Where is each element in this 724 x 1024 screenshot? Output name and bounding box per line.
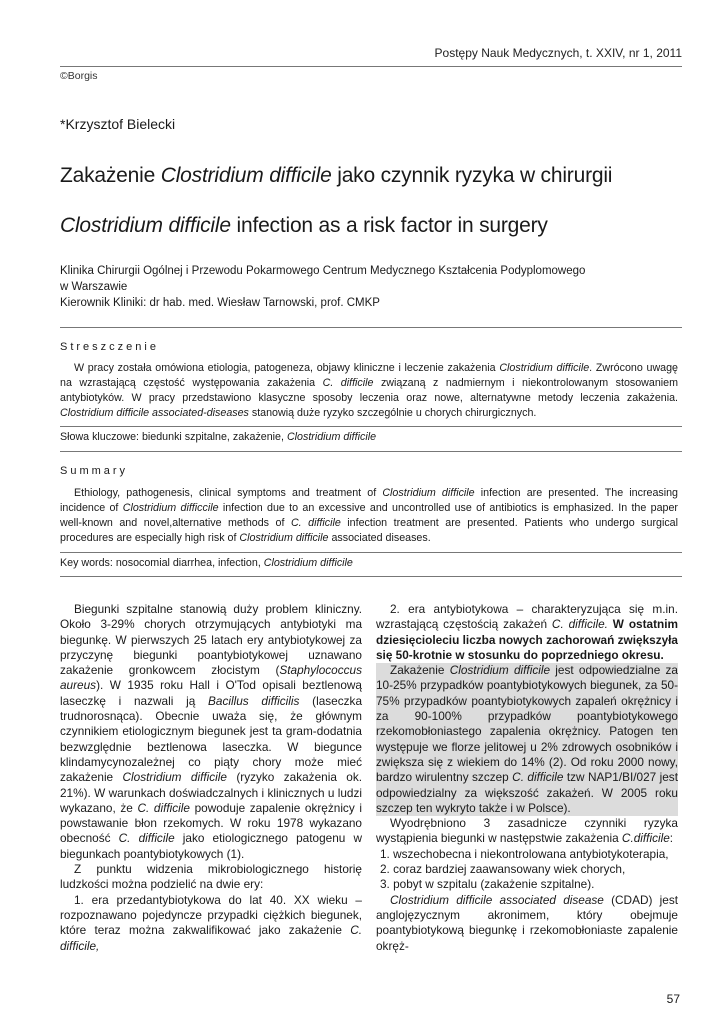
paragraph: Clostridium difficile associated disease (CDAD) jest anglojęzycznym akronimem, który obejmuje poantybiotykową biegunkę i rzekomobłoniaste zapalenie okręż- (376, 892, 678, 953)
title-polish: Zakażenie Clostridium difficile jako czynnik ryzyka w chirurgii (60, 164, 613, 187)
summary-heading: Summary (60, 465, 129, 477)
title-english: Clostridium difficile infection as a risk factor in surgery (60, 214, 548, 237)
paragraph: 2. era antybiotykowa – charakteryzująca się m.in. wzrastającą częstością zakażeń C. difficile. W ostatnim dziesięcioleciu liczba nowych zachorowań zwiększyła się 50-krotnie w stosunku do poprzedniego okresu. (376, 602, 678, 662)
list-item: 1. wszechobecna i niekontrolowana antybiotykoterapia, (380, 846, 669, 861)
paragraph: 1. era przedantybiotykowa do lat 40. XX wieku – rozpoznawano pojedyncze przypadki ciężkich biegunek, które teraz można zakwalifikować jako zakażenie C. difficile, (60, 892, 362, 953)
summary-text: Ethiology, pathogenesis, clinical symptoms and treatment of Clostridium difficile infection are presented. The increasing incidence of Clostridium difficcile infection due to an excessive and uncontrolled use of antibiotics is emphasized. In the paper well-known and novel,alternative methods of C. difficile infection treatment are presented. Patients who undergo surgical procedures are especially high risk of Clostridium difficile associated diseases. (60, 487, 679, 544)
keywords-en-top-rule (60, 552, 682, 553)
abstract-rule (60, 327, 682, 328)
streszczenie-text: W pracy została omówiona etiologia, patogeneza, objawy kliniczne i leczenie zakażenia Clostridium difficile. Zwrócono uwagę na wzrastającą częstość występowania zakażenia C. difficile związaną z nadmiernym i niekontrolowanym stosowaniem antybiotyków. W pracy przedstawiono klasyczne sposoby leczenia oraz nowe, alternatywne metody leczenia zakażenia. Clostridium difficile associated-diseases stanowią duże ryzyko szczególnie u chorych chirurgicznych. (60, 362, 679, 419)
page-number: 57 (666, 992, 680, 1006)
list-item: 2. coraz bardziej zaawansowany wiek chorych, (380, 862, 626, 877)
author: *Krzysztof Bielecki (60, 116, 176, 132)
keywords-pl: Słowa kluczowe: biedunki szpitalne, zakażenie, Clostridium difficile (60, 431, 377, 443)
paragraph: Wyodrębniono 3 zasadnicze czynniki ryzyka wystąpienia biegunki w następstwie zakażenia C.difficile: (376, 816, 678, 846)
list-item: 3. pobyt w szpitalu (zakażenie szpitalne). (380, 877, 595, 892)
streszczenie-heading: Streszczenie (60, 341, 159, 353)
paragraph: Z punktu widzenia mikrobiologicznego historię ludzkości można podzielić na dwie ery: (60, 862, 362, 892)
body-right-column (376, 602, 678, 954)
header-rule (60, 66, 682, 67)
keywords-pl-top-rule (60, 426, 682, 427)
journal-citation: Postępy Nauk Medycznych, t. XXIV, nr 1, 2011 (434, 46, 682, 60)
keywords-pl-bottom-rule (60, 451, 682, 452)
publisher-mark: ©Borgis (60, 70, 98, 82)
body-left-column (60, 602, 362, 954)
keywords-en: Key words: nosocomial diarrhea, infection, Clostridium difficile (60, 557, 353, 569)
paragraph: Biegunki szpitalne stanowią duży problem kliniczny. Około 3-29% chorych otrzymujących antybiotyki ma biegunkę. W pierwszych 25 latach ery antybiotykowej za przyczynę biegunki poantybiotykowej uznawano zakażenie gronkowcem złocistym (Staphylococcus aureus). W 1935 roku Hall i O'Tod opisali beztlenową laseczkę i nazwali ją Bacillus difficilis (laseczka trudnorosnąca). Obecnie uważa się, że głównym czynnikiem etiologicznym biegunek jest ta gram-dodatnia bezwzględnie beztlenowa laseczka. W biegunce klindamycynozależnej co piąty chory może mieć zakażenie Clostridium difficile (ryzyko zakażenia ok. 21%). W warunkach doświadczalnych i klinicznych u ludzi wykazano, że C. difficile powoduje zapalenie okrężnicy i powstawanie błon rzekomych. W roku 1978 wykazano obecność C. difficile jako etiologicznego patogenu w biegunkach poantybiotykowych (1). (60, 602, 363, 861)
keywords-en-bottom-rule (60, 576, 682, 577)
highlighted-paragraph: Zakażenie Clostridium difficile jest odpowiedzialne za 10-25% przypadków poantybiotykowych biegunek, za 50-75% przypadków poantybiotykowych zapaleń okrężnicy i za 90-100% przypadków poantybiotykowego rzekomobłoniastego zapalenia okrężnicy. Patogen ten występuje we florze jelitowej u 2% zdrowych osobników i zwiększa się z wiekiem do 14% (2). Od roku 2000 nowy, bardzo wirulentny szczep C. difficile tzw NAP1/BI/027 jest odpowiedzialny za większość zakażeń. W 2005 roku szczep ten wykryto także i w Polsce). (376, 663, 678, 815)
affiliation: Klinika Chirurgii Ogólnej i Przewodu Pokarmowego Centrum Medycznego Kształcenia Podyplomowego w Warszawie Kierownik Kliniki: dr hab. med. Wiesław Tarnowski, prof. CMKP (60, 265, 586, 309)
